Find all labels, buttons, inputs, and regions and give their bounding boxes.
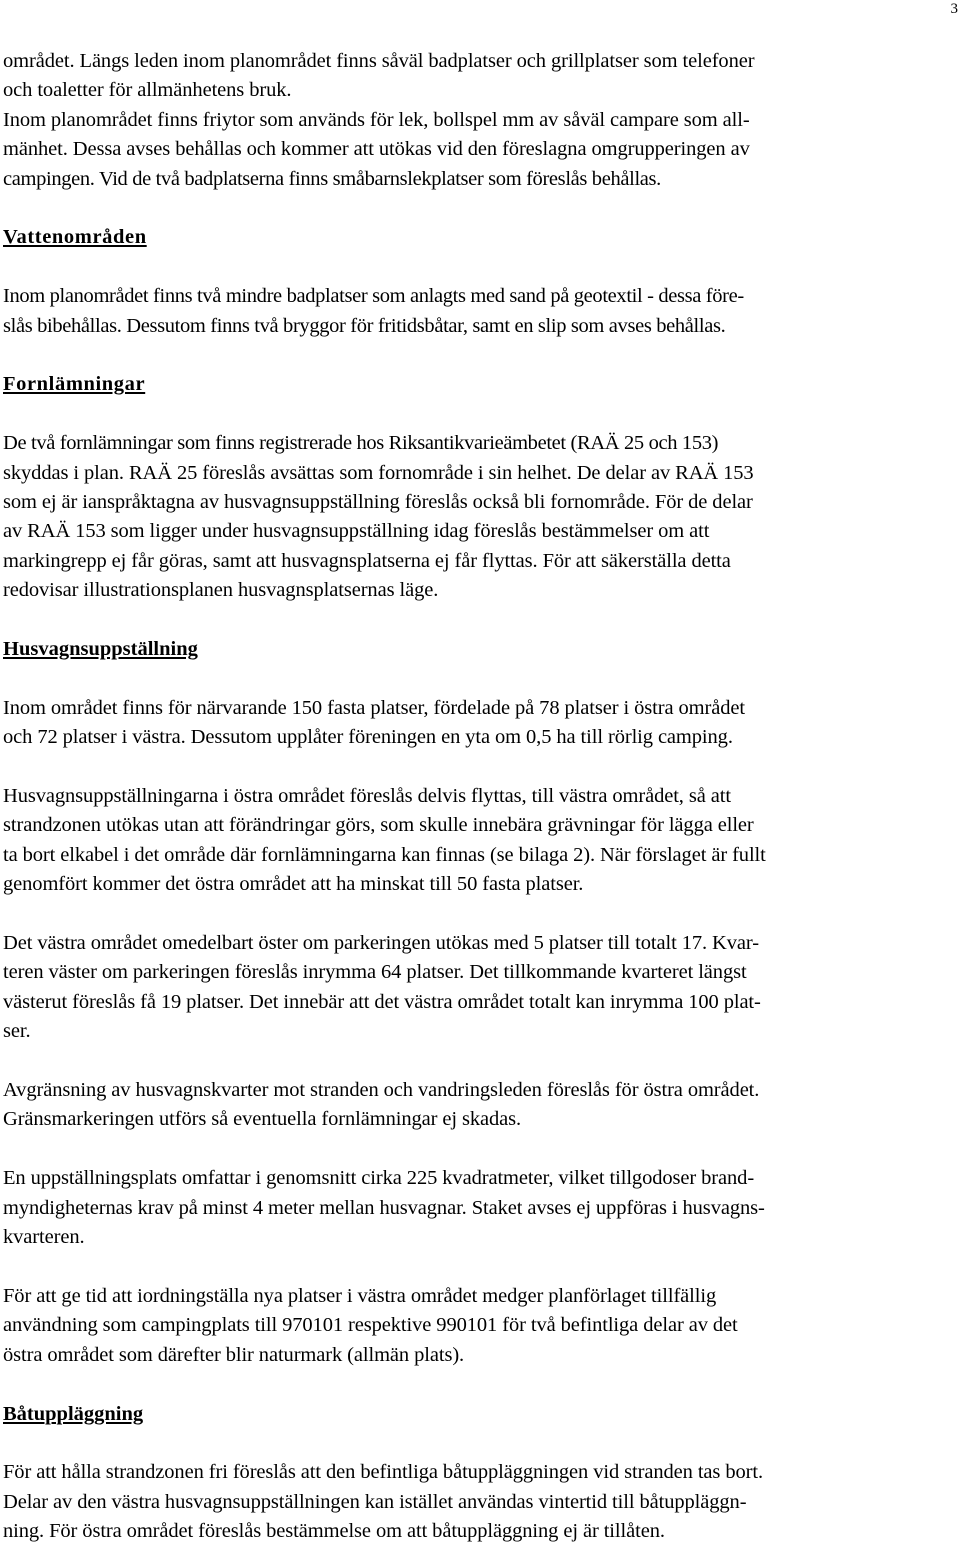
text-line: av RAÄ 153 som ligger under husvagnsuppställning idag föreslås bestämmelser om att	[3, 520, 710, 543]
husvagn-paragraph-6	[3, 1282, 953, 1370]
bat-paragraph	[3, 1458, 953, 1546]
text-line: Inom området finns för närvarande 150 fasta platser, fördelade på 78 platser i östra området	[3, 696, 745, 719]
text-line: markingrepp ej får göras, samt att husvagnsplatserna ej får flyttas. För att säkerställa detta	[3, 549, 731, 572]
text-line: Delar av den västra husvagnsuppställningen kan istället användas vintertid till båtuppläggn-	[3, 1490, 747, 1513]
intro-paragraph	[3, 47, 953, 194]
text-line: Avgränsning av husvagnskvarter mot stranden och vandringsleden föreslås för östra området.	[3, 1079, 760, 1102]
text-line: ta bort elkabel i det område där fornlämningarna kan finnas (se bilaga 2). När förslaget är fullt	[3, 843, 766, 866]
text-line: genomfört kommer det östra området att ha minskat till 50 fasta platser.	[3, 873, 584, 896]
text-line: mänhet. Dessa avses behållas och kommer att utökas vid den föreslagna omgrupperingen av	[3, 138, 750, 161]
husvagn-paragraph-2	[3, 782, 953, 900]
husvagn-paragraph-4	[3, 1076, 953, 1135]
text-line: området. Längs leden inom planområdet finns såväl badplatser och grillplatser som telefoner	[3, 50, 755, 72]
heading-fornlamningar: Fornlämningar	[3, 373, 146, 396]
text-line: Husvagnsuppställningarna i östra området föreslås delvis flyttas, till västra området, så att	[3, 785, 731, 808]
text-line: östra området som därefter blir naturmark (allmän plats).	[3, 1343, 465, 1366]
text-line: slås bibehållas. Dessutom finns två bryggor för fritidsbåtar, samt en slip som avses behållas.	[3, 314, 726, 337]
text-line: campingen. Vid de två badplatserna finns småbarnslekplatser som föreslås behållas.	[3, 167, 661, 190]
text-line: myndigheternas krav på minst 4 meter mellan husvagnar. Staket avses ej uppföras i husvagns-	[3, 1196, 765, 1219]
text-line: Inom planområdet finns friytor som används för lek, bollspel mm av såväl campare som all-	[3, 108, 750, 131]
text-line: teren väster om parkeringen föreslås inrymma 64 platser. Det tillkommande kvarteret längst	[3, 961, 747, 984]
heading-husvagnsuppstallning: Husvagnsuppställning	[3, 638, 198, 661]
text-line: De två fornlämningar som finns registrerade hos Riksantikvarieämbetet (RAÄ 25 och 153)	[3, 432, 719, 455]
heading-vattenomraden: Vattenområden	[3, 226, 147, 249]
heading-batupplaggning: Båtuppläggning	[3, 1402, 144, 1425]
text-line: Det västra området omedelbart öster om parkeringen utökas med 5 platser till totalt 17. Kvar-	[3, 932, 759, 955]
husvagn-paragraph-5	[3, 1164, 953, 1252]
text-line: ning. För östra området föreslås bestämmelse om att båtuppläggning ej är tillåten.	[3, 1520, 665, 1543]
text-line: och toaletter för allmänhetens bruk.	[3, 79, 292, 102]
text-line: användning som campingplats till 970101 respektive 990101 för två befintliga delar av det	[3, 1314, 738, 1337]
text-line: skyddas i plan. RAÄ 25 föreslås avsättas som fornområde i sin helhet. De delar av RAÄ 153	[3, 461, 754, 484]
text-line: Gränsmarkeringen utförs så eventuella fornlämningar ej skadas.	[3, 1108, 522, 1131]
text-line: För att hålla strandzonen fri föreslås att den befintliga båtuppläggningen vid stranden tas bort.	[3, 1461, 763, 1484]
fornlamningar-paragraph	[3, 429, 953, 605]
husvagn-paragraph-3	[3, 929, 953, 1047]
text-line: För att ge tid att iordningställa nya platser i västra området medger planförlaget tillfällig	[3, 1284, 717, 1307]
text-line: västerut föreslås få 19 platser. Det innebär att det västra området totalt kan inrymma 100 plat-	[3, 990, 761, 1013]
page-number: 3	[950, 1, 958, 17]
text-line: redovisar illustrationsplanen husvagnsplatsernas läge.	[3, 579, 439, 602]
text-line: som ej är ianspråktagna av husvagnsuppställning föreslås också bli fornområde. För de delar	[3, 491, 753, 514]
text-line: En uppställningsplats omfattar i genomsnitt cirka 225 kvadratmeter, vilket tillgodoser brand-	[3, 1167, 755, 1190]
husvagn-paragraph-1	[3, 694, 953, 753]
vatten-paragraph	[3, 282, 953, 341]
text-line: strandzonen utökas utan att förändringar görs, som skulle innebära grävningar för lägga eller	[3, 814, 754, 837]
document-body	[3, 47, 953, 1547]
text-line: Inom planområdet finns två mindre badplatser som anlagts med sand på geotextil - dessa före-	[3, 285, 744, 308]
text-line: kvarteren.	[3, 1226, 85, 1249]
text-line: och 72 platser i västra. Dessutom upplåter föreningen en yta om 0,5 ha till rörlig camping.	[3, 726, 733, 749]
text-line: ser.	[3, 1020, 31, 1043]
